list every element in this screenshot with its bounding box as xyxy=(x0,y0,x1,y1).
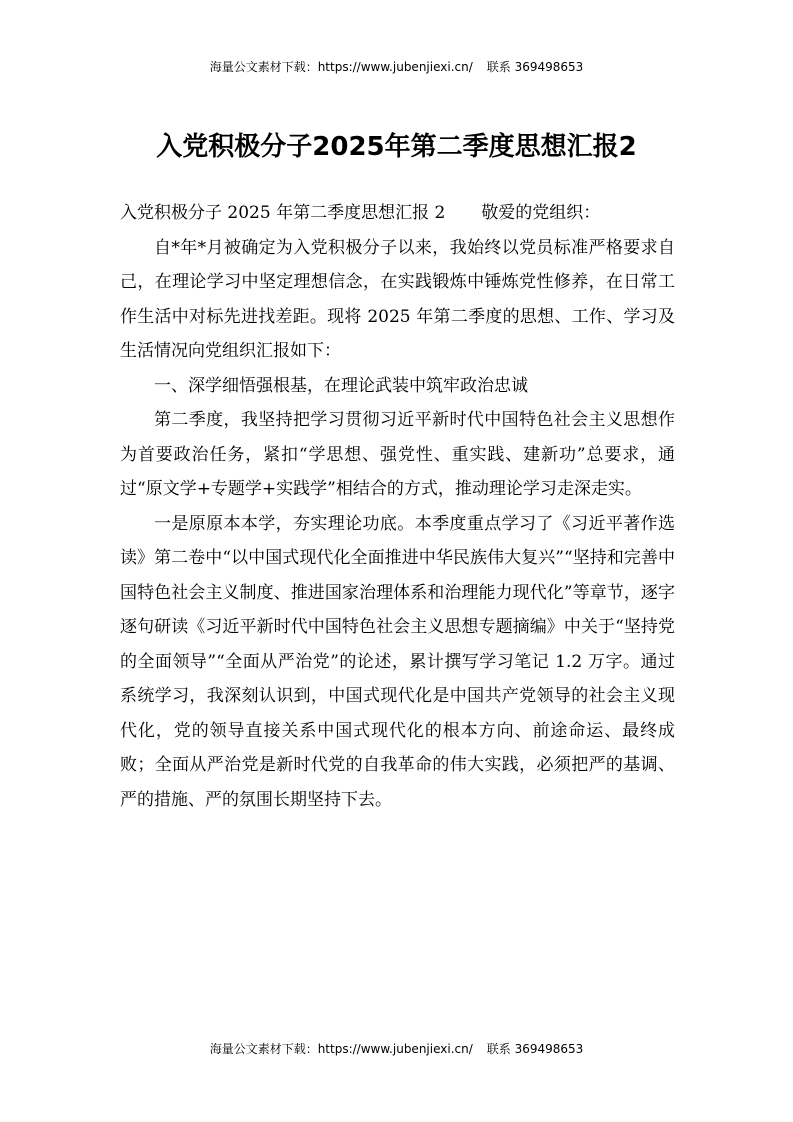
header-site-text: 海量公文素材下载：https://www.jubenjiexi.cn/ xyxy=(209,60,473,74)
salutation: 敬爱的党组织： xyxy=(481,203,601,223)
paragraph-original-study: 一是原原本本学，夯实理论功底。本季度重点学习了《习近平著作选读》第二卷中“以中国式现代化全面推进中华民族伟大复兴”“坚持和完善中国特色社会主义制度、推进国家治理体系和治理能力现代化”等章节，逐字逐句研读《习近平新时代中国特色社会主义思想专题摘编》中关于“坚持党的全面领导”“全面从严治党”的论述，累计撰写学习笔记 1.2 万字。通过系统学习，我深刻认识到，中国式现代化是中国共产党领导的社会主义现代化，党的领导直接关系中国式现代化的根本方向、前途命运、最终成败；全面从严治党是新时代党的自我革命的伟大实践，必须把严的基调、严的措施、严的氛围长期坚持下去。 xyxy=(120,513,675,810)
page-footer xyxy=(0,1040,793,1057)
document-body xyxy=(120,196,675,817)
footer-contact-text: 联系 369498653 xyxy=(486,1042,584,1056)
document-title: 入党积极分子2025年第二季度思想汇报2 xyxy=(156,132,637,162)
section-heading-1: 一、深学细悟强根基，在理论武装中筑牢政治忠诚 xyxy=(154,375,528,396)
footer-site-text: 海量公文素材下载：https://www.jubenjiexi.cn/ xyxy=(209,1042,473,1056)
paragraph-opening: 自*年*月被确定为入党积极分子以来，我始终以党员标准严格要求自己，在理论学习中坚定理想信念，在实践锻炼中锤炼党性修养，在日常工作生活中对标先进找差距。现将 2025 年第二季度的思想、工作、学习及生活情况向党组织汇报如下： xyxy=(120,237,675,361)
doc-reference: 入党积极分子 2025 年第二季度思想汇报 2 xyxy=(120,203,446,223)
page-header xyxy=(0,58,793,75)
intro-line xyxy=(120,196,675,231)
header-contact-text: 联系 369498653 xyxy=(486,60,584,74)
paragraph-theory-study: 第二季度，我坚持把学习贯彻习近平新时代中国特色社会主义思想作为首要政治任务，紧扣“学思想、强党性、重实践、建新功”总要求，通过“原文学+专题学+实践学”相结合的方式，推动理论学习走深走实。 xyxy=(120,410,675,499)
